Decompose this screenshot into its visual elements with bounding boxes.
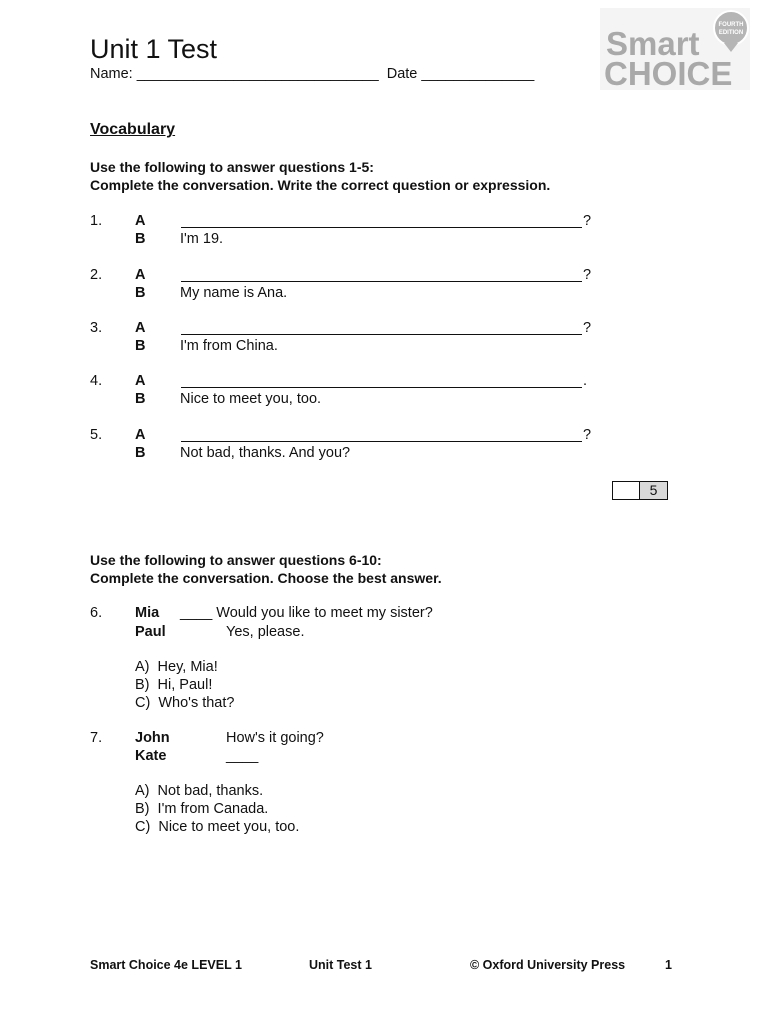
response-text: Nice to meet you, too. [180, 391, 322, 407]
speaker-a: A [135, 213, 146, 229]
speaker-a: A [135, 320, 146, 336]
svg-text:FOURTH: FOURTH [718, 22, 744, 28]
dialogue-line: ____ [226, 748, 259, 764]
speaker-name: Mia [135, 605, 160, 621]
question-number: 3. [90, 320, 103, 336]
speaker-b: B [135, 391, 146, 407]
answer-option[interactable]: B) I'm from Canada. [135, 801, 269, 817]
fourth-edition-badge-icon [714, 11, 748, 52]
speaker-b: B [135, 231, 146, 247]
question-number: 7. [90, 730, 103, 746]
dialogue-line: Yes, please. [226, 624, 305, 640]
page-title: Unit 1 Test [90, 34, 218, 64]
answer-blank[interactable] [181, 334, 582, 335]
answer-blank[interactable] [181, 387, 582, 388]
speaker-a: A [135, 373, 146, 389]
svg-text:EDITION: EDITION [718, 30, 744, 36]
question-end-mark: ? [583, 320, 592, 336]
answer-option[interactable]: A) Hey, Mia! [135, 659, 218, 675]
logo-bottom-word: CHOICE [604, 55, 733, 90]
score-input-cell[interactable] [613, 482, 640, 499]
footer-publisher: © Oxford University Press [470, 958, 626, 972]
logo-top-word: Smart [606, 25, 700, 62]
name-date-row: Name: ______________________________ Date ______________ [90, 66, 535, 82]
question-number: 2. [90, 267, 103, 283]
part1-instruction-1: Use the following to answer questions 1-5: [90, 159, 374, 175]
dialogue-line: How's it going? [226, 730, 324, 746]
page-number: 1 [665, 958, 672, 972]
response-text: I'm 19. [180, 231, 224, 247]
speaker-b: B [135, 445, 146, 461]
smart-choice-logo [600, 8, 750, 90]
question-number: 4. [90, 373, 103, 389]
speaker-name: Paul [135, 624, 166, 640]
question-end-mark: ? [583, 213, 592, 229]
response-text: I'm from China. [180, 338, 278, 354]
footer-book: Smart Choice 4e LEVEL 1 [90, 958, 242, 972]
part1-instruction-2: Complete the conversation. Write the correct question or expression. [90, 177, 551, 193]
score-box [612, 481, 668, 500]
question-number: 6. [90, 605, 103, 621]
response-text: Not bad, thanks. And you? [180, 445, 351, 461]
speaker-a: A [135, 267, 146, 283]
answer-blank[interactable] [181, 281, 582, 282]
part2-instruction-2: Complete the conversation. Choose the best answer. [90, 570, 442, 586]
question-number: 5. [90, 427, 103, 443]
answer-option[interactable]: B) Hi, Paul! [135, 677, 213, 693]
footer-test: Unit Test 1 [309, 958, 372, 972]
dialogue-line: ____ Would you like to meet my sister? [180, 605, 433, 621]
question-end-mark: ? [583, 427, 592, 443]
speaker-name: Kate [135, 748, 167, 764]
question-end-mark: . [583, 373, 588, 389]
question-end-mark: ? [583, 267, 592, 283]
speaker-a: A [135, 427, 146, 443]
speaker-name: John [135, 730, 170, 746]
answer-option[interactable]: C) Nice to meet you, too. [135, 819, 300, 835]
part2-instruction-1: Use the following to answer questions 6-10: [90, 552, 382, 568]
answer-option[interactable]: C) Who's that? [135, 695, 235, 711]
question-number: 1. [90, 213, 103, 229]
speaker-b: B [135, 338, 146, 354]
score-total: 5 [640, 482, 667, 499]
speaker-b: B [135, 285, 146, 301]
answer-blank[interactable] [181, 441, 582, 442]
answer-blank[interactable] [181, 227, 582, 228]
section-title: Vocabulary [90, 121, 176, 138]
answer-option[interactable]: A) Not bad, thanks. [135, 783, 264, 799]
response-text: My name is Ana. [180, 285, 288, 301]
